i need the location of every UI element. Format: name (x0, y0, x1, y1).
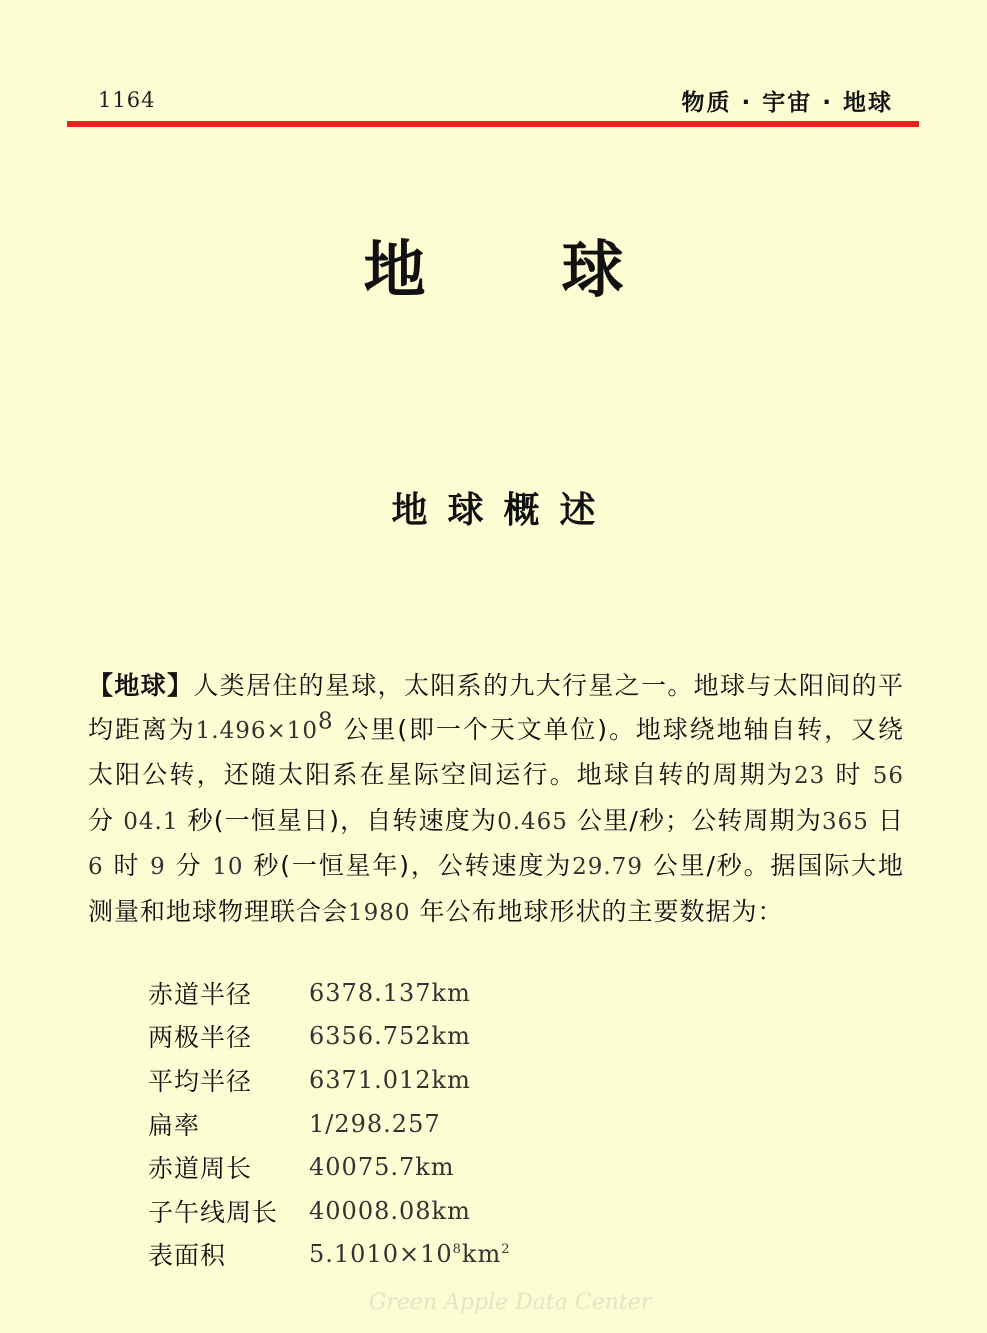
data-label: 平均半径 (148, 1066, 253, 1096)
distance-exponent: 8 (318, 708, 334, 735)
section-title: 地球概述 (391, 490, 616, 531)
distance-value: 1.496×10 (195, 717, 319, 744)
header-rule (67, 121, 919, 127)
area-unit-exponent: 2 (501, 1242, 511, 1258)
page-number: 1164 (98, 88, 156, 112)
entry-text-4: 公里/秒；公转周期为 (577, 805, 822, 835)
area-unit: km (461, 1240, 502, 1269)
unit-day: 日 (877, 805, 904, 835)
data-value: 40008.08km (309, 1196, 471, 1225)
entry-text-3: 秒(一恒星日)，自转速度为 (187, 805, 498, 835)
data-row-equatorial-circumference (148, 1145, 512, 1189)
data-value: 6371.012km (309, 1065, 471, 1094)
data-row-polar-radius (148, 1015, 512, 1059)
entry-paragraph (88, 664, 904, 936)
unit-minute-2: 分 (175, 851, 203, 881)
area-exponent: 8 (452, 1242, 462, 1258)
data-value: 6378.137km (309, 978, 471, 1007)
data-row-surface-area (148, 1233, 512, 1277)
revolution-minutes: 9 (150, 854, 166, 881)
data-label: 两极半径 (148, 1023, 253, 1053)
revolution-days: 365 (821, 808, 869, 835)
entry-text-7: 年公布地球形状的主要数据为： (419, 896, 784, 926)
data-label: 赤道半径 (148, 979, 253, 1009)
entry-text-1: 人类居住的星球，太阳系的九大行星之一。地球与太阳间的平均距离为 (88, 671, 904, 744)
data-row-flattening (148, 1102, 512, 1146)
entry-text-6: 公里/秒。据国际大地测量和地球物理联合会 (88, 851, 904, 926)
data-label: 子午线周长 (148, 1197, 279, 1227)
unit-hour-2: 时 (113, 851, 141, 881)
rotation-seconds: 04.1 (123, 808, 179, 835)
publication-year: 1980 (348, 899, 411, 926)
revolution-hours: 6 (88, 854, 104, 881)
data-value: 1/298.257 (309, 1109, 441, 1138)
earth-data-table (148, 971, 512, 1276)
rotation-minutes: 56 (872, 763, 904, 790)
data-label: 赤道周长 (148, 1154, 253, 1184)
data-label: 表面积 (148, 1241, 227, 1271)
rotation-speed: 0.465 (497, 808, 568, 835)
data-row-meridian-circumference (148, 1189, 512, 1233)
data-label: 扁率 (148, 1110, 201, 1140)
data-value (308, 1233, 512, 1277)
revolution-speed: 29.79 (572, 854, 643, 881)
chapter-title: 地球 (363, 233, 760, 306)
data-row-mean-radius (148, 1058, 512, 1102)
running-header: 物质 · 宇宙 · 地球 (681, 90, 893, 116)
entry-text-5: 秒(一恒星年)，公转速度为 (253, 851, 573, 881)
data-row-equatorial-radius (148, 971, 512, 1015)
entry-text-2: 公里(即一个天文单位)。地球绕地轴自转，又绕太阳公转，还随太阳系在星际空间运行。地球自转的周期为 (88, 714, 904, 790)
data-value: 40075.7km (309, 1153, 455, 1182)
watermark: Green Apple Data Center (368, 1290, 652, 1315)
revolution-seconds: 10 (212, 854, 244, 881)
unit-minute: 分 (88, 805, 115, 835)
entry-term: 【地球】 (88, 671, 194, 700)
data-value: 6356.752km (309, 1022, 471, 1051)
unit-hour: 时 (835, 760, 863, 790)
area-base: 5.1010×10 (309, 1240, 453, 1269)
rotation-hours: 23 (794, 763, 826, 790)
